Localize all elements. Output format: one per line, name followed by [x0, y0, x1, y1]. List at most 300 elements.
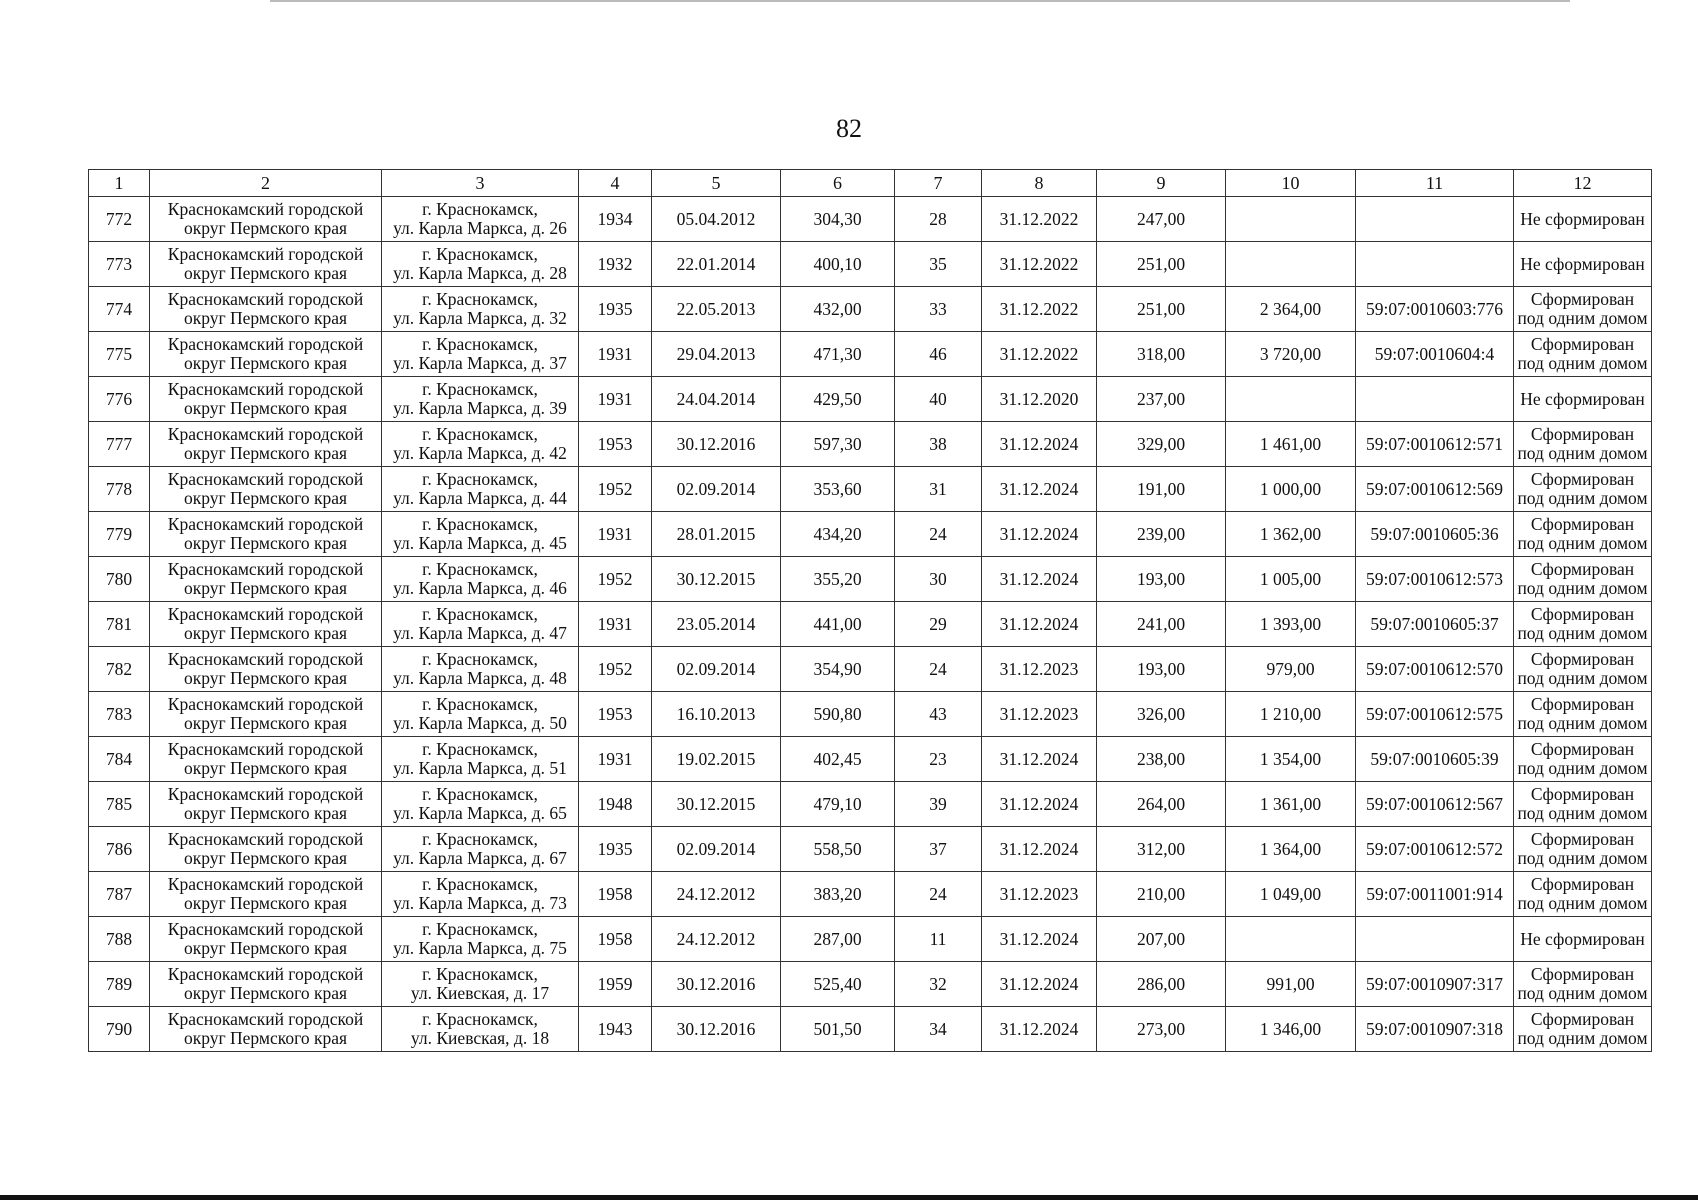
land-status-cell [1514, 917, 1652, 962]
address-cell-line: г. Краснокамск, [422, 199, 538, 219]
land-status-cell-line: под одним домом [1517, 983, 1648, 1003]
date-cell: 22.01.2014 [652, 242, 781, 287]
deadline-cell: 31.12.2024 [982, 602, 1097, 647]
area-cell: 429,50 [781, 377, 895, 422]
address-cell [382, 962, 579, 1007]
owner-cell-line: округ Пермского края [183, 1028, 348, 1048]
address-cell-line: г. Краснокамск, [422, 739, 538, 759]
deadline-cell: 31.12.2024 [982, 737, 1097, 782]
year-built-cell: 1952 [579, 467, 652, 512]
address-cell [382, 872, 579, 917]
owner-cell-line: Краснокамский городской [167, 829, 364, 849]
owner-cell-line: округ Пермского края [183, 533, 348, 553]
year-built-cell: 1952 [579, 647, 652, 692]
address-cell-line: г. Краснокамск, [422, 514, 538, 534]
date-cell: 30.12.2016 [652, 1007, 781, 1052]
land-status-cell [1514, 692, 1652, 737]
land-status-cell [1514, 647, 1652, 692]
row-number-cell: 784 [89, 737, 150, 782]
cadastral-number-cell: 59:07:0010907:318 [1356, 1007, 1514, 1052]
address-cell-line: ул. Карла Маркса, д. 48 [393, 668, 567, 688]
address-cell [382, 737, 579, 782]
owner-cell-line: округ Пермского края [183, 983, 348, 1003]
cadastral-number-cell [1356, 377, 1514, 422]
address-cell-line: ул. Карла Маркса, д. 75 [393, 938, 567, 958]
land-status-cell [1514, 287, 1652, 332]
owner-cell [150, 242, 382, 287]
land-status-cell-line: под одним домом [1517, 668, 1648, 688]
deadline-cell: 31.12.2020 [982, 377, 1097, 422]
column-header: 6 [781, 170, 895, 197]
column-header: 1 [89, 170, 150, 197]
land-area-cell: 3 720,00 [1226, 332, 1356, 377]
land-status-cell-line: под одним домом [1517, 803, 1648, 823]
residents-cell: 28 [895, 197, 982, 242]
header-row [89, 170, 1652, 197]
year-built-cell: 1948 [579, 782, 652, 827]
land-area-cell: 1 049,00 [1226, 872, 1356, 917]
date-cell: 30.12.2016 [652, 422, 781, 467]
address-cell-line: ул. Карла Маркса, д. 73 [393, 893, 567, 913]
value-cell: 312,00 [1097, 827, 1226, 872]
year-built-cell: 1959 [579, 962, 652, 1007]
address-cell [382, 422, 579, 467]
residents-cell: 43 [895, 692, 982, 737]
area-cell: 287,00 [781, 917, 895, 962]
cadastral-number-cell [1356, 917, 1514, 962]
date-cell: 30.12.2015 [652, 557, 781, 602]
year-built-cell: 1953 [579, 422, 652, 467]
table-row [89, 872, 1652, 917]
land-status-cell-line: Сформирован [1530, 424, 1635, 444]
land-status-cell [1514, 512, 1652, 557]
row-number-cell: 773 [89, 242, 150, 287]
row-number-cell: 780 [89, 557, 150, 602]
owner-cell [150, 737, 382, 782]
area-cell: 590,80 [781, 692, 895, 737]
row-number-cell: 789 [89, 962, 150, 1007]
owner-cell-line: Краснокамский городской [167, 919, 364, 939]
address-cell [382, 917, 579, 962]
land-status-cell [1514, 332, 1652, 377]
address-cell-line: г. Краснокамск, [422, 244, 538, 264]
area-cell: 471,30 [781, 332, 895, 377]
land-status-cell-line: Сформирован [1530, 514, 1635, 534]
row-number-cell: 781 [89, 602, 150, 647]
owner-cell [150, 422, 382, 467]
residents-cell: 37 [895, 827, 982, 872]
cadastral-number-cell: 59:07:0010603:776 [1356, 287, 1514, 332]
owner-cell-line: округ Пермского края [183, 758, 348, 778]
table-row [89, 962, 1652, 1007]
value-cell: 193,00 [1097, 647, 1226, 692]
housing-registry-table [88, 169, 1652, 1052]
land-status-cell-line: под одним домом [1517, 353, 1648, 373]
residents-cell: 40 [895, 377, 982, 422]
deadline-cell: 31.12.2024 [982, 422, 1097, 467]
value-cell: 286,00 [1097, 962, 1226, 1007]
owner-cell [150, 647, 382, 692]
owner-cell-line: округ Пермского края [183, 893, 348, 913]
residents-cell: 24 [895, 872, 982, 917]
land-area-cell: 1 000,00 [1226, 467, 1356, 512]
address-cell [382, 467, 579, 512]
residents-cell: 11 [895, 917, 982, 962]
table-row [89, 467, 1652, 512]
date-cell: 28.01.2015 [652, 512, 781, 557]
owner-cell-line: Краснокамский городской [167, 784, 364, 804]
area-cell: 479,10 [781, 782, 895, 827]
address-cell-line: г. Краснокамск, [422, 874, 538, 894]
land-area-cell: 1 364,00 [1226, 827, 1356, 872]
page-number: 82 [836, 114, 862, 143]
value-cell: 207,00 [1097, 917, 1226, 962]
address-cell [382, 332, 579, 377]
cadastral-number-cell: 59:07:0010612:573 [1356, 557, 1514, 602]
date-cell: 24.04.2014 [652, 377, 781, 422]
land-status-cell-line: Сформирован [1530, 694, 1635, 714]
owner-cell [150, 467, 382, 512]
owner-cell-line: Краснокамский городской [167, 289, 364, 309]
address-cell-line: г. Краснокамск, [422, 334, 538, 354]
address-cell-line: г. Краснокамск, [422, 559, 538, 579]
address-cell [382, 647, 579, 692]
deadline-cell: 31.12.2023 [982, 872, 1097, 917]
row-number-cell: 772 [89, 197, 150, 242]
land-status-cell-line: под одним домом [1517, 848, 1648, 868]
area-cell: 354,90 [781, 647, 895, 692]
table-body [89, 197, 1652, 1052]
value-cell: 241,00 [1097, 602, 1226, 647]
address-cell-line: г. Краснокамск, [422, 919, 538, 939]
address-cell-line: г. Краснокамск, [422, 964, 538, 984]
row-number-cell: 782 [89, 647, 150, 692]
row-number-cell: 788 [89, 917, 150, 962]
area-cell: 355,20 [781, 557, 895, 602]
land-status-cell-line: Сформирован [1530, 964, 1635, 984]
row-number-cell: 778 [89, 467, 150, 512]
owner-cell-line: Краснокамский городской [167, 334, 364, 354]
owner-cell-line: округ Пермского края [183, 668, 348, 688]
year-built-cell: 1931 [579, 602, 652, 647]
table-row [89, 647, 1652, 692]
owner-cell-line: Краснокамский городской [167, 559, 364, 579]
area-cell: 434,20 [781, 512, 895, 557]
owner-cell [150, 872, 382, 917]
area-cell: 525,40 [781, 962, 895, 1007]
owner-cell-line: округ Пермского края [183, 713, 348, 733]
residents-cell: 46 [895, 332, 982, 377]
deadline-cell: 31.12.2023 [982, 647, 1097, 692]
land-status-cell-line: под одним домом [1517, 578, 1648, 598]
land-status-cell-line: под одним домом [1517, 713, 1648, 733]
row-number-cell: 783 [89, 692, 150, 737]
area-cell: 383,20 [781, 872, 895, 917]
residents-cell: 32 [895, 962, 982, 1007]
owner-cell [150, 782, 382, 827]
area-cell: 353,60 [781, 467, 895, 512]
owner-cell-line: Краснокамский городской [167, 244, 364, 264]
owner-cell-line: Краснокамский городской [167, 739, 364, 759]
land-status-cell-line: Сформирован [1530, 829, 1635, 849]
land-area-cell [1226, 197, 1356, 242]
owner-cell-line: округ Пермского края [183, 938, 348, 958]
area-cell: 558,50 [781, 827, 895, 872]
owner-cell-line: округ Пермского края [183, 398, 348, 418]
row-number-cell: 774 [89, 287, 150, 332]
column-header: 8 [982, 170, 1097, 197]
cadastral-number-cell: 59:07:0010605:36 [1356, 512, 1514, 557]
address-cell-line: ул. Киевская, д. 18 [410, 1028, 550, 1048]
year-built-cell: 1953 [579, 692, 652, 737]
owner-cell-line: округ Пермского края [183, 848, 348, 868]
value-cell: 326,00 [1097, 692, 1226, 737]
residents-cell: 39 [895, 782, 982, 827]
address-cell-line: г. Краснокамск, [422, 289, 538, 309]
owner-cell-line: округ Пермского края [183, 353, 348, 373]
row-number-cell: 779 [89, 512, 150, 557]
land-status-cell [1514, 422, 1652, 467]
year-built-cell: 1931 [579, 737, 652, 782]
land-area-cell: 1 354,00 [1226, 737, 1356, 782]
land-area-cell: 991,00 [1226, 962, 1356, 1007]
column-header: 11 [1356, 170, 1514, 197]
table-row [89, 287, 1652, 332]
residents-cell: 35 [895, 242, 982, 287]
land-area-cell [1226, 917, 1356, 962]
land-status-cell [1514, 242, 1652, 287]
owner-cell [150, 332, 382, 377]
address-cell-line: ул. Карла Маркса, д. 47 [393, 623, 567, 643]
deadline-cell: 31.12.2022 [982, 287, 1097, 332]
address-cell-line: г. Краснокамск, [422, 469, 538, 489]
land-status-cell-line: Сформирован [1530, 604, 1635, 624]
owner-cell [150, 377, 382, 422]
column-header: 5 [652, 170, 781, 197]
land-status-cell-line: Сформирован [1530, 289, 1635, 309]
land-area-cell: 2 364,00 [1226, 287, 1356, 332]
address-cell-line: ул. Карла Маркса, д. 26 [393, 218, 567, 238]
date-cell: 30.12.2016 [652, 962, 781, 1007]
address-cell-line: ул. Карла Маркса, д. 65 [393, 803, 567, 823]
row-number-cell: 787 [89, 872, 150, 917]
owner-cell-line: округ Пермского края [183, 218, 348, 238]
land-status-cell [1514, 377, 1652, 422]
area-cell: 432,00 [781, 287, 895, 332]
cadastral-number-cell: 59:07:0010612:572 [1356, 827, 1514, 872]
value-cell: 239,00 [1097, 512, 1226, 557]
owner-cell [150, 917, 382, 962]
address-cell-line: г. Краснокамск, [422, 784, 538, 804]
land-status-cell-line: Сформирован [1530, 334, 1635, 354]
area-cell: 441,00 [781, 602, 895, 647]
address-cell-line: ул. Карла Маркса, д. 67 [393, 848, 567, 868]
land-area-cell: 1 362,00 [1226, 512, 1356, 557]
value-cell: 251,00 [1097, 242, 1226, 287]
table-row [89, 692, 1652, 737]
owner-cell-line: округ Пермского края [183, 308, 348, 328]
date-cell: 02.09.2014 [652, 467, 781, 512]
deadline-cell: 31.12.2024 [982, 917, 1097, 962]
owner-cell-line: Краснокамский городской [167, 424, 364, 444]
land-status-cell-line: Сформирован [1530, 784, 1635, 804]
land-area-cell: 1 361,00 [1226, 782, 1356, 827]
address-cell [382, 827, 579, 872]
owner-cell-line: округ Пермского края [183, 578, 348, 598]
residents-cell: 30 [895, 557, 982, 602]
address-cell-line: ул. Карла Маркса, д. 37 [393, 353, 567, 373]
address-cell-line: г. Краснокамск, [422, 649, 538, 669]
residents-cell: 33 [895, 287, 982, 332]
row-number-cell: 777 [89, 422, 150, 467]
cadastral-number-cell [1356, 242, 1514, 287]
row-number-cell: 786 [89, 827, 150, 872]
address-cell-line: г. Краснокамск, [422, 1009, 538, 1029]
owner-cell [150, 827, 382, 872]
land-status-cell-line: Сформирован [1530, 469, 1635, 489]
land-area-cell: 979,00 [1226, 647, 1356, 692]
value-cell: 191,00 [1097, 467, 1226, 512]
owner-cell [150, 197, 382, 242]
owner-cell-line: Краснокамский городской [167, 1009, 364, 1029]
residents-cell: 38 [895, 422, 982, 467]
address-cell [382, 602, 579, 647]
table-row [89, 827, 1652, 872]
column-header: 2 [150, 170, 382, 197]
land-area-cell: 1 005,00 [1226, 557, 1356, 602]
area-cell: 597,30 [781, 422, 895, 467]
value-cell: 264,00 [1097, 782, 1226, 827]
column-header: 7 [895, 170, 982, 197]
land-status-cell-line: Сформирован [1530, 874, 1635, 894]
residents-cell: 31 [895, 467, 982, 512]
residents-cell: 24 [895, 512, 982, 557]
year-built-cell: 1943 [579, 1007, 652, 1052]
value-cell: 318,00 [1097, 332, 1226, 377]
cadastral-number-cell: 59:07:0010612:575 [1356, 692, 1514, 737]
deadline-cell: 31.12.2024 [982, 467, 1097, 512]
address-cell-line: ул. Карла Маркса, д. 50 [393, 713, 567, 733]
deadline-cell: 31.12.2024 [982, 827, 1097, 872]
address-cell [382, 782, 579, 827]
table-row [89, 917, 1652, 962]
value-cell: 237,00 [1097, 377, 1226, 422]
land-status-cell [1514, 557, 1652, 602]
address-cell-line: г. Краснокамск, [422, 604, 538, 624]
address-cell-line: ул. Карла Маркса, д. 46 [393, 578, 567, 598]
year-built-cell: 1935 [579, 287, 652, 332]
owner-cell [150, 602, 382, 647]
land-status-cell-line: Не сформирован [1520, 928, 1645, 949]
column-header: 10 [1226, 170, 1356, 197]
cadastral-number-cell: 59:07:0010605:37 [1356, 602, 1514, 647]
owner-cell-line: округ Пермского края [183, 443, 348, 463]
owner-cell-line: Краснокамский городской [167, 964, 364, 984]
address-cell-line: ул. Карла Маркса, д. 32 [393, 308, 567, 328]
land-area-cell: 1 210,00 [1226, 692, 1356, 737]
cadastral-number-cell: 59:07:0010612:567 [1356, 782, 1514, 827]
address-cell-line: ул. Карла Маркса, д. 51 [393, 758, 567, 778]
table-row [89, 422, 1652, 467]
land-status-cell-line: Сформирован [1530, 1009, 1635, 1029]
deadline-cell: 31.12.2024 [982, 962, 1097, 1007]
date-cell: 02.09.2014 [652, 827, 781, 872]
land-status-cell [1514, 737, 1652, 782]
land-status-cell-line: Сформирован [1530, 559, 1635, 579]
land-area-cell: 1 393,00 [1226, 602, 1356, 647]
table-row [89, 602, 1652, 647]
land-status-cell-line: под одним домом [1517, 308, 1648, 328]
table-row [89, 737, 1652, 782]
deadline-cell: 31.12.2022 [982, 332, 1097, 377]
land-status-cell-line: под одним домом [1517, 1028, 1648, 1048]
year-built-cell: 1958 [579, 872, 652, 917]
address-cell-line: г. Краснокамск, [422, 829, 538, 849]
land-status-cell [1514, 197, 1652, 242]
table-row [89, 512, 1652, 557]
deadline-cell: 31.12.2024 [982, 557, 1097, 602]
cadastral-number-cell: 59:07:0010612:569 [1356, 467, 1514, 512]
address-cell-line: ул. Карла Маркса, д. 39 [393, 398, 567, 418]
land-area-cell: 1 346,00 [1226, 1007, 1356, 1052]
address-cell-line: г. Краснокамск, [422, 694, 538, 714]
column-header: 9 [1097, 170, 1226, 197]
deadline-cell: 31.12.2024 [982, 782, 1097, 827]
owner-cell-line: округ Пермского края [183, 488, 348, 508]
value-cell: 329,00 [1097, 422, 1226, 467]
owner-cell-line: округ Пермского края [183, 263, 348, 283]
year-built-cell: 1935 [579, 827, 652, 872]
cadastral-number-cell: 59:07:0010612:571 [1356, 422, 1514, 467]
column-header: 3 [382, 170, 579, 197]
table-row [89, 197, 1652, 242]
address-cell [382, 242, 579, 287]
address-cell-line: г. Краснокамск, [422, 424, 538, 444]
land-status-cell [1514, 872, 1652, 917]
owner-cell [150, 962, 382, 1007]
address-cell-line: г. Краснокамск, [422, 379, 538, 399]
owner-cell [150, 557, 382, 602]
owner-cell [150, 512, 382, 557]
owner-cell-line: Краснокамский городской [167, 604, 364, 624]
cadastral-number-cell [1356, 197, 1514, 242]
date-cell: 24.12.2012 [652, 917, 781, 962]
residents-cell: 23 [895, 737, 982, 782]
owner-cell-line: Краснокамский городской [167, 379, 364, 399]
value-cell: 251,00 [1097, 287, 1226, 332]
column-header: 4 [579, 170, 652, 197]
area-cell: 400,10 [781, 242, 895, 287]
land-status-cell-line: Не сформирован [1520, 388, 1645, 409]
address-cell [382, 692, 579, 737]
address-cell [382, 512, 579, 557]
year-built-cell: 1931 [579, 332, 652, 377]
table-row [89, 557, 1652, 602]
date-cell: 22.05.2013 [652, 287, 781, 332]
date-cell: 29.04.2013 [652, 332, 781, 377]
year-built-cell: 1931 [579, 512, 652, 557]
address-cell-line: ул. Киевская, д. 17 [410, 983, 550, 1003]
date-cell: 19.02.2015 [652, 737, 781, 782]
year-built-cell: 1952 [579, 557, 652, 602]
address-cell-line: ул. Карла Маркса, д. 28 [393, 263, 567, 283]
value-cell: 193,00 [1097, 557, 1226, 602]
date-cell: 02.09.2014 [652, 647, 781, 692]
land-status-cell-line: под одним домом [1517, 758, 1648, 778]
address-cell-line: ул. Карла Маркса, д. 42 [393, 443, 567, 463]
column-header: 12 [1514, 170, 1652, 197]
year-built-cell: 1931 [579, 377, 652, 422]
